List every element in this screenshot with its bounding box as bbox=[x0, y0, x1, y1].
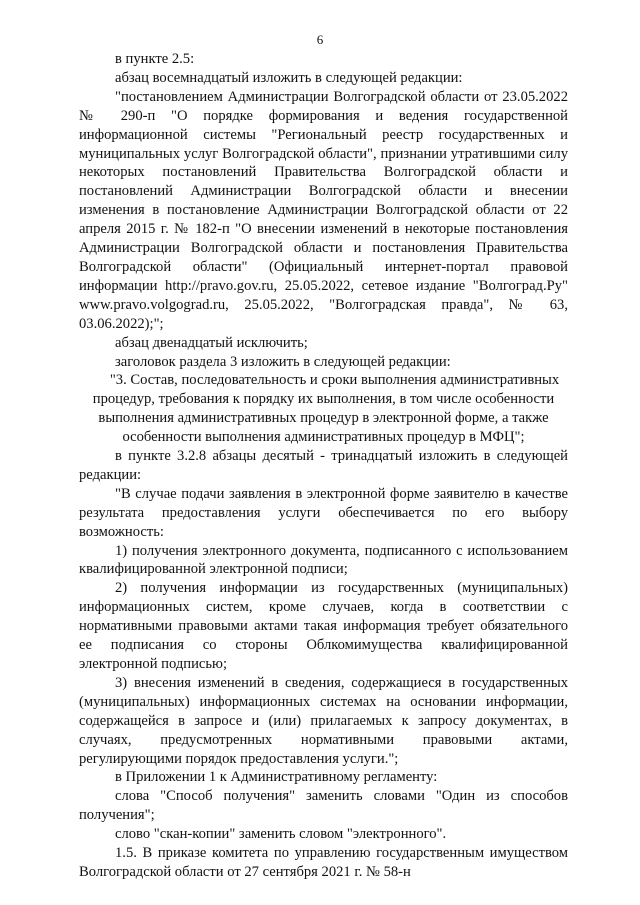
paragraph: абзац двенадцатый исключить; bbox=[115, 334, 308, 351]
paragraph: в Приложении 1 к Административному регламенту: bbox=[115, 769, 438, 786]
paragraph: 1.5. В приказе комитета по управлению государственным имуществом Волгоградской области от 27 сентября 2021 г. № 58-н bbox=[79, 845, 568, 880]
paragraph: 1) получения электронного документа, подписанного с использованием квалифицированной электронной подписи; bbox=[79, 542, 568, 578]
paragraph: слово "скан-копии" заменить словом "электронного". bbox=[115, 826, 447, 843]
page-number: 6 bbox=[316, 32, 324, 47]
paragraph: 2) получения информации из государственных (муниципальных) информационных систем, кроме случаев, когда в соответствии с нормативными правовыми актами такая информация требует обязательного ее подписания со стороны Облкомимущества квалифицированной электронной подписью; bbox=[79, 580, 568, 672]
paragraph: абзац восемнадцатый изложить в следующей редакции: bbox=[115, 69, 463, 86]
paragraph: "В случае подачи заявления в электронной форме заявителю в качестве результата предоставления услуги обеспечивается по его выбору возможность: bbox=[79, 485, 568, 540]
paragraph: 3) внесения изменений в сведения, содержащиеся в государственных (муниципальных) информационных системах на основании информации, содержащейся в запросе и (или) прилагаемых к запросу документах, в случаях, предусмотренных нормативными правовыми актами, регулирующими порядок предоставления услуги."; bbox=[79, 674, 568, 767]
paragraph: "постановлением Администрации Волгоградской области от 23.05.2022 № 290-п "О порядке формирования и ведения государственной информационной системы "Региональный реестр государственных и муниципальных услуг Волгоградской области", признании утратившими силу некоторых постановлений Правительства Волгоградской области и постановлений Администрации Волгоградской области и внесении изменения в постановление Администрации Волгоградской области от 22 апреля 2015 г. № 182-п "О внесении изменений в некоторые постановления Администрации Волгоградской области и постановления Правительства Волгоградской области" (Официальный интернет-портал правовой информации http://pravo.gov.ru, 25.05.2022, сетевое издание "Волгоград.Ру" www.pravo.volgograd.ru, 25.05.2022, "Волгоградская правда", № 63, 03.06.2022);"; bbox=[79, 88, 568, 332]
document-body bbox=[79, 50, 568, 882]
paragraph: заголовок раздела 3 изложить в следующей редакции: bbox=[115, 353, 451, 370]
paragraph: в пункте 2.5: bbox=[115, 51, 195, 67]
paragraph: в пункте 3.2.8 абзацы десятый - тринадцатый изложить в следующей редакции: bbox=[79, 448, 568, 483]
section-heading-text: "3. Состав, последовательность и сроки выполнения административных процедур, требования к порядку их выполнения, в том числе особенности выполнения административных процедур в электронной форме, а также особенности выполнения административных процедур в МФЦ"; bbox=[92, 372, 560, 446]
section-heading bbox=[79, 371, 568, 447]
paragraph: слова "Способ получения" заменить словами "Один из способов получения"; bbox=[79, 788, 568, 824]
